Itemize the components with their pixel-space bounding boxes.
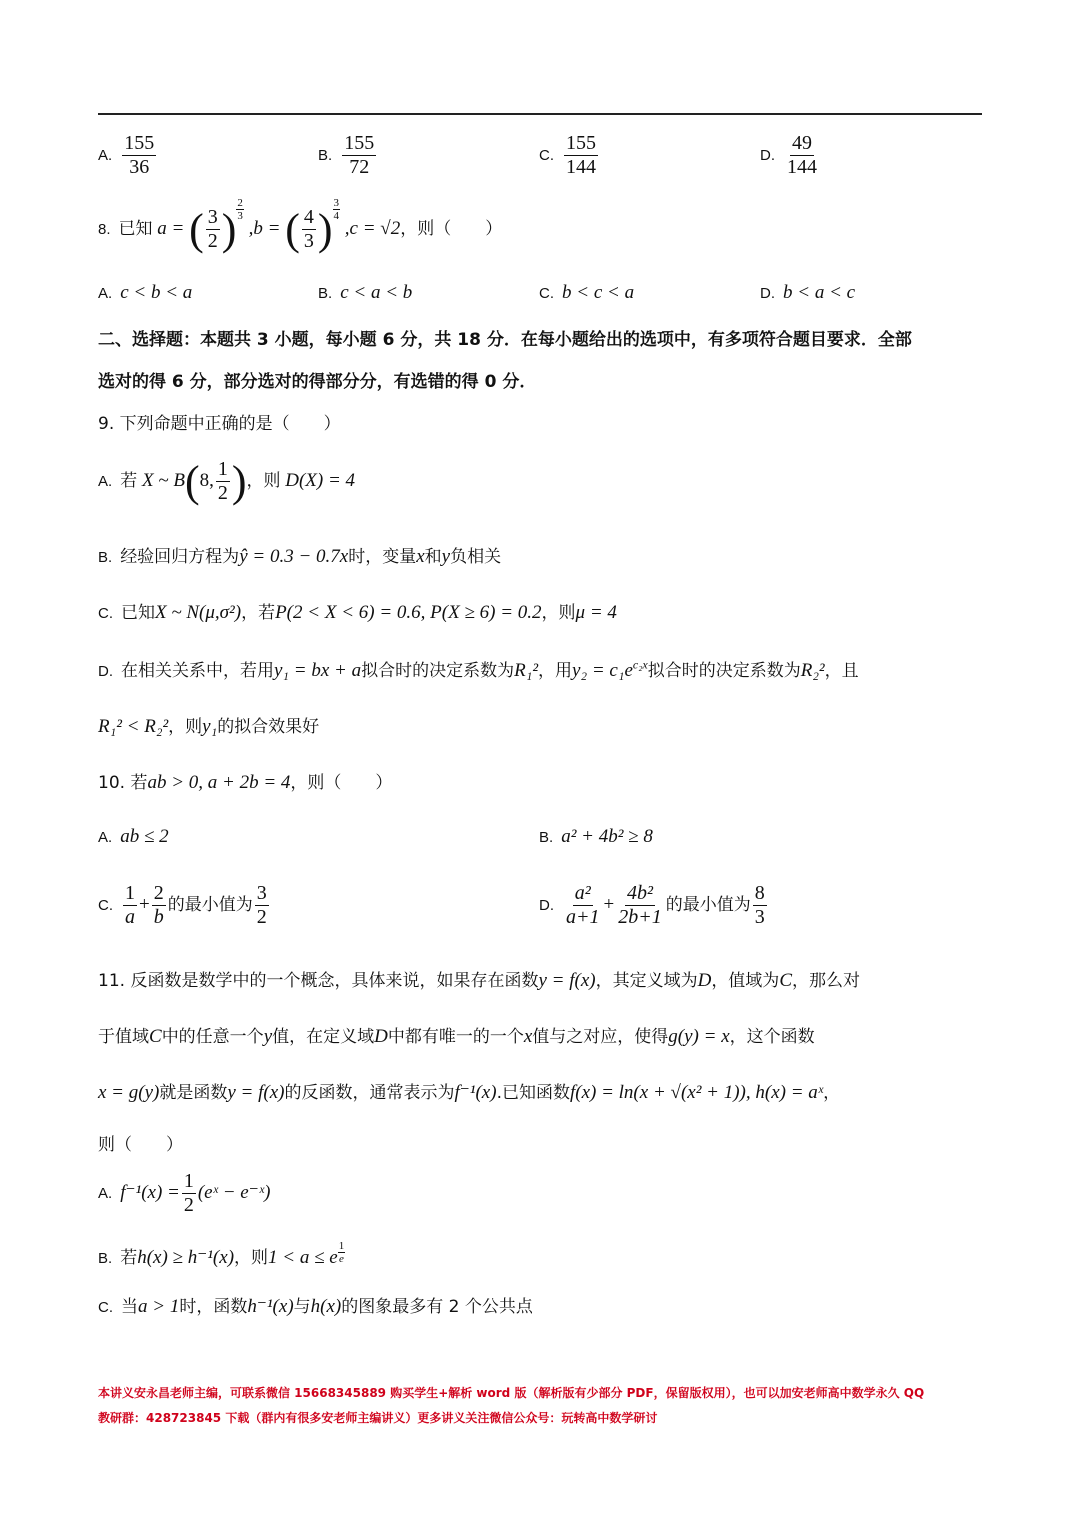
q9-option-c[interactable]: C. 已知X ~ N(μ,σ²)，若P(2 < X < 6) = 0.6, P(X ≥ 6) = 0.2，则μ = 4 bbox=[98, 602, 617, 623]
fraction: $\frac{155}{72}$ bbox=[344, 132, 375, 178]
q9-option-d-line2: R₁² < R₂²，则y₁的拟合效果好 bbox=[98, 716, 320, 737]
q11-line1: 11. 反函数是数学中的一个概念，具体来说，如果存在函数y = f(x)，其定义域为D，值域为C，那么对 bbox=[98, 970, 860, 991]
footer-line2: 教研群：428723845 下载（群内有很多安老师主编讲义）更多讲义关注微信公众号：玩转高中数学研讨 bbox=[98, 1411, 658, 1425]
q11-line2: 于值域C中的任意一个y值，在定义域D中都有唯一的一个x值与之对应，使得g(y) = x，这个函数 bbox=[98, 1026, 815, 1047]
q8-stem: 8. 已知 a = ( $\frac{3}{2}$ ) $\frac{2}{3}$ ,b = ( $\frac{4}{3}$ ) $\frac{3}{4}$ ,c = √2，则（ ） bbox=[98, 197, 503, 255]
q7-option-a[interactable]: A. $\frac{155}{36}$ bbox=[98, 132, 155, 178]
q7-option-b[interactable]: B. $\frac{155}{72}$ bbox=[318, 132, 375, 178]
q8-option-a[interactable]: A. c < b < a bbox=[98, 282, 193, 303]
q11-line3: x = g(y)就是函数y = f(x)的反函数，通常表示为f⁻¹(x).已知函数f(x) = ln(x + √(x² + 1)), h(x) = aˣ， bbox=[98, 1082, 841, 1103]
q9-option-a[interactable]: A. 若 X ~ B(8, $\frac{1}{2}$ )，则 D(X) = 4 bbox=[98, 457, 356, 506]
q10-option-a[interactable]: A. ab ≤ 2 bbox=[98, 826, 169, 847]
fraction: $\frac{49}{144}$ bbox=[787, 132, 817, 178]
top-rule bbox=[98, 113, 982, 115]
q11-option-c[interactable]: C. 当a > 1时，函数h⁻¹(x)与h(x)的图象最多有 2 个公共点 bbox=[98, 1296, 533, 1317]
q7-option-c[interactable]: C. $\frac{155}{144}$ bbox=[539, 132, 596, 178]
q10-option-b[interactable]: B. a² + 4b² ≥ 8 bbox=[539, 826, 653, 847]
q11-option-a[interactable]: A. f⁻¹(x) = $\frac{1}{2}$ (eˣ − e⁻ˣ) bbox=[98, 1170, 271, 1216]
exponent: $\frac{1}{e}$ bbox=[338, 1240, 345, 1266]
footer-line1: 本讲义安永昌老师主编，可联系微信 15668345889 购买学生+解析 word 版（解析版有少部分 PDF，保留版权用），也可以加安老师高中数学永久 QQ bbox=[98, 1386, 925, 1400]
q10-stem: 10. 若ab > 0, a + 2b = 4，则（ ） bbox=[98, 772, 393, 793]
exponent: $\frac{2}{3}$ bbox=[237, 197, 243, 223]
section-header-line2: 选对的得 6 分，部分选对的得部分分，有选错的得 0 分． bbox=[98, 372, 537, 392]
q8-option-b[interactable]: B. c < a < b bbox=[318, 282, 413, 303]
q11-option-b[interactable]: B. 若h(x) ≥ h⁻¹(x)，则1 < a ≤ e $\frac{1}{e}$ bbox=[98, 1240, 345, 1268]
q9-option-b[interactable]: B. 经验回归方程为ŷ = 0.3 − 0.7x时，变量x和y负相关 bbox=[98, 546, 502, 567]
fraction: $\frac{155}{36}$ bbox=[124, 132, 155, 178]
q9-stem: 9. 下列命题中正确的是（ ） bbox=[98, 414, 341, 434]
q8-option-d[interactable]: D. b < a < c bbox=[760, 282, 856, 303]
q11-line4: 则（ ） bbox=[98, 1135, 183, 1155]
fraction: $\frac{155}{144}$ bbox=[566, 132, 596, 178]
section-header-line1: 二、选择题：本题共 3 小题，每小题 6 分，共 18 分．在每小题给出的选项中，有多项符合题目要求．全部 bbox=[98, 330, 912, 350]
exponent: $\frac{3}{4}$ bbox=[333, 197, 340, 223]
q7-option-d[interactable]: D. $\frac{49}{144}$ bbox=[760, 132, 817, 178]
q8-option-c[interactable]: C. b < c < a bbox=[539, 282, 635, 303]
q10-option-c[interactable]: C. $\frac{1}{a}$ + $\frac{2}{b}$ 的最小值为 $\frac{3}{2}$ bbox=[98, 882, 267, 928]
q9-option-d[interactable]: D. 在相关关系中，若用y₁ = bx + a拟合时的决定系数为R₁²，用$y_2 = c_1e^{c_2x}$拟合时的决定系数为R₂²，且 bbox=[98, 657, 859, 681]
q10-option-d[interactable]: D. $\frac{\text{a²}}{a+1}$ + $\frac{\text{4b²}}{2b+1}$ 的最小值为 $\frac{8}{3}$ bbox=[539, 882, 765, 928]
